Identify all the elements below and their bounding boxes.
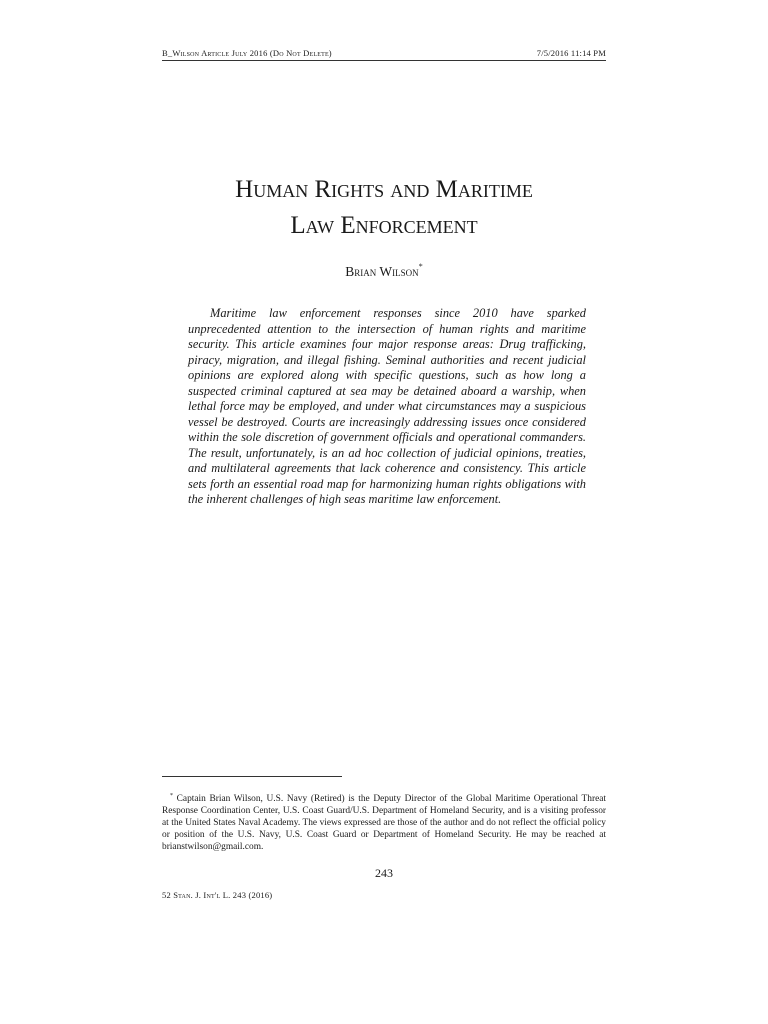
header-right: 7/5/2016 11:14 PM xyxy=(536,48,606,58)
title-line-1: Human Rights and Maritime xyxy=(235,176,533,203)
author-footnote-marker: * xyxy=(418,262,423,271)
running-header xyxy=(162,48,606,61)
header-left: B_Wilson Article July 2016 (Do Not Delete) xyxy=(162,48,332,58)
footnote xyxy=(162,790,606,853)
title-line-2: Law Enforcement xyxy=(290,212,478,239)
footnote-text: Captain Brian Wilson, U.S. Navy (Retired) is the Deputy Director of the Global Maritime Operational Threat Response Coordination Center, U.S. Coast Guard/U.S. Department of Homeland Security, and is a visiting professor at the United States Naval Academy. The views expressed are those of the author and do not reflect the official policy or position of the U.S. Navy, U.S. Coast Guard or Department of Homeland Security. He may be reached at brianstwilson@gmail.com. xyxy=(162,794,607,852)
article-title xyxy=(162,172,606,244)
footnote-divider xyxy=(162,776,342,777)
page-number: 243 xyxy=(375,866,393,880)
journal-citation: 52 Stan. J. Int'l L. 243 (2016) xyxy=(162,890,273,900)
abstract: Maritime law enforcement responses since 2010 have sparked unprecedented attention to the intersection of human rights and maritime security. This article examines four major response areas: Drug trafficking, piracy, migration, and illegal fishing. Seminal authorities and recent judicial opinions are explored along with specific questions, such as how long a suspected criminal captured at sea may be detained aboard a warship, when lethal force may be employed, and under what circumstances may a suspicious vessel be destroyed. Courts are increasingly addressing issues once considered within the sole discretion of government officials and operational commanders. The result, unfortunately, is an ad hoc collection of judicial opinions, treaties, and multilateral agreements that lack coherence and consistency. This article sets forth an essential road map for harmonizing human rights obligations with the inherent challenges of high seas maritime law enforcement. xyxy=(188,306,586,506)
author-byline xyxy=(162,262,606,280)
footnote-marker: * xyxy=(170,793,173,799)
author-name: Brian Wilson xyxy=(345,264,419,279)
